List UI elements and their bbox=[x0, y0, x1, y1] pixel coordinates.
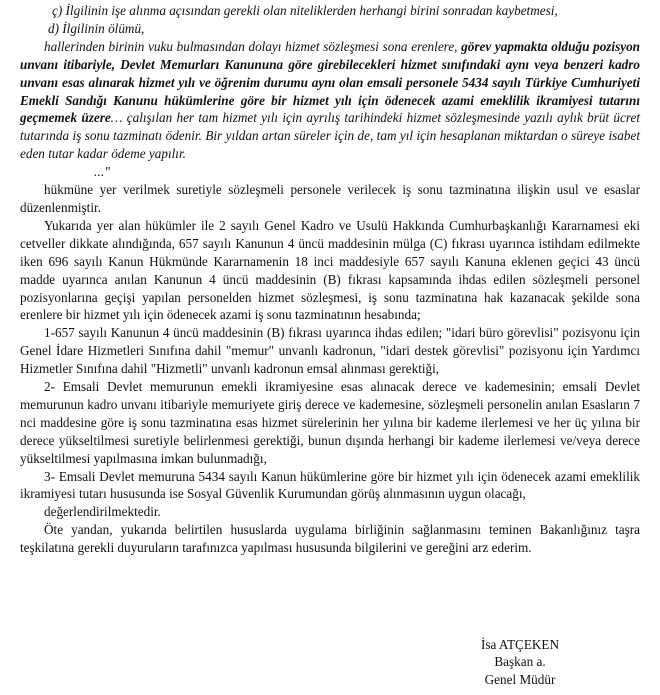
paragraph-2: Yukarıda yer alan hükümler ile 2 sayılı Genel Kadro ve Usulü Hakkında Cumhurbaşkanlığı Kararnamesi eki cetveller dikkate alındığında, 657 sayılı Kanunun 4 üncü maddesinin mülga (C) fıkrası uyarınca istihdam edilmekte iken 696 sayılı Kanun Hükmünde Kararnamenin 18 inci maddesiyle 657 sayılı Kanuna eklenen geçici 43 üncü madde uyarınca anılan Kanunun 4 üncü maddesinin (B) fıkrası kapsamında ihdas edilen sözleşmeli personel pozisyonlarına geçişi yapılan personelden hizmet sözleşmesi, iş sonu tazminatına hak kazanacak şekilde sona erenlere bir hizmet yılı için ödenecek azami iş sonu tazminatının hesabında; bbox=[20, 217, 640, 323]
quoted-clause-d: d) İlgilinin ölümü, bbox=[48, 20, 145, 36]
quoted-ellipsis-close: ..." bbox=[94, 164, 111, 180]
paragraph-4-item-2: 2- Emsali Devlet memurunun emekli ikramiyesine esas alınacak derece ve kademesinin; emsali Devlet memurunun kadro unvanı itibariyle memuriyete giriş derece ve kademesine, sözleşmeli personelin anılan Esasların 7 nci maddesine göre iş sonu tazminatına esas hizmet sürelerinin her yılına bir kademe ilerlemesi ve her üç yılına bir derece yükseltilmesi suretiyle belirlenmesi gerektiği, bunun dışında herhangi bir kademe ilerlemesi ve/veya derece yükseltilmesi yapılmasına imkan bulunmadığı, bbox=[20, 379, 640, 466]
quoted-legislation-block bbox=[20, 2, 640, 181]
paragraph-5-item-3: 3- Emsali Devlet memuruna 5434 sayılı Kanun hükümlerine göre bir hizmet yılı için ödenecek azami emeklilik ikramiyesi tutarı hususunda ise Sosyal Güvenlik Kurumundan görüş alınmasının uygun olacağı, bbox=[20, 468, 640, 502]
signature-block bbox=[400, 636, 640, 688]
signature-title: Genel Müdür bbox=[484, 671, 556, 687]
document-body bbox=[20, 2, 640, 557]
paragraph-1: hükmüne yer verilmek suretiyle sözleşmeli personele verilecek iş sonu tazminatına ilişkin usul ve esaslar düzenlenmiştir. bbox=[20, 182, 640, 215]
quoted-clause-c: ç) İlgilinin işe alınma açısından gerekli olan niteliklerden herhangi birini sonradan kaybetmesi, bbox=[52, 3, 558, 18]
signature-on-behalf-of: Başkan a. bbox=[494, 654, 546, 670]
quoted-continuation-paragraph bbox=[20, 38, 640, 163]
quoted-continuation-emphasis: görev yapmakta olduğu pozisyon unvanı itibariyle, Devlet Memurları Kanununa göre girebilecekleri hizmet sınıfındaki aynı veya benzeri kadro unvanı esas alınarak hizmet yılı ve öğrenim durumu aynı olan emsali personele 5434 sayılı Türkiye Cumhuriyeti Emekli Sandığı Kanunu hükümlerine göre bir hizmet yılı için ödenecek azami emeklilik ikramiyesi tutarını geçmemek üzere bbox=[20, 38, 640, 126]
quoted-continuation-regular-lead: hallerinden birinin vuku bulmasından dolayı hizmet sözleşmesi sona erenlere, bbox=[44, 38, 462, 54]
paragraph-7-closing: Öte yandan, yukarıda belirtilen hususlarda uygulama birliğinin sağlanmasını teminen Bakanlığınız taşra teşkilatına gerekli duyuruların tarafınızca yapılması hususunda bilgilerini ve gereğini arz ederim. bbox=[20, 522, 640, 556]
paragraph-6-conclusion-verb: değerlendirilmektedir. bbox=[44, 504, 161, 520]
quoted-continuation-regular-tail: … çalışılan her tam hizmet yılı için ayrılış tarihindeki hizmet sözleşmesinde yazılı aylık brüt ücret tutarında iş sonu tazminatı ödenir. Bir yıldan artan süreler için de, tam yıl için hesaplanan miktardan o süreye isabet eden tutar kadar ödeme yapılır. bbox=[20, 110, 641, 162]
paragraph-3-item-1: 1-657 sayılı Kanunun 4 üncü maddesinin (B) fıkrası uyarınca ihdas edilen; "idari büro görevlisi" pozisyonu için Genel İdare Hizmetleri Sınıfına dahil "memur" unvanlı kadronun, "idari destek görevlisi" pozisyonu için Yardımcı Hizmetler Sınıfına dahil "Hizmetli" unvanlı kadronun emsal alınması gerektiği, bbox=[20, 325, 640, 377]
signature-name: İsa ATÇEKEN bbox=[480, 637, 559, 652]
